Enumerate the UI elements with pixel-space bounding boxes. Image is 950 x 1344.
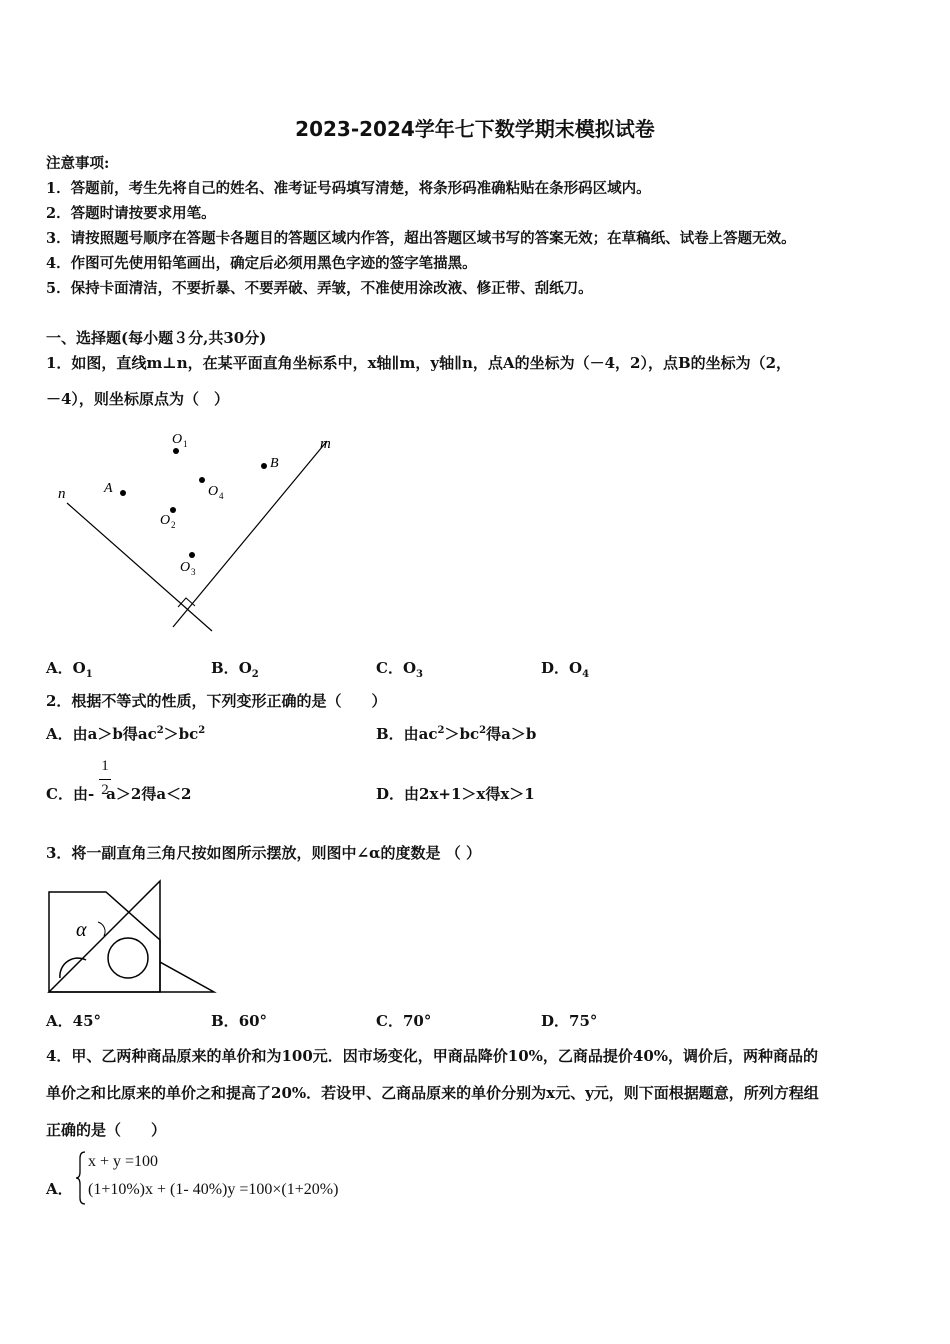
label-O4-sub: 4 — [219, 491, 224, 501]
point-B — [261, 463, 267, 469]
label-m: m — [320, 436, 331, 452]
label-O3: O — [180, 560, 191, 575]
q4-stem-line1: 4．甲、乙两种商品原来的单价和为100元．因市场变化，甲商品降价10%，乙商品提价40%，调价后，两种商品的 — [46, 1047, 819, 1065]
q1-option-c[interactable] — [376, 657, 423, 680]
q2-option-b-tail: 得a＞b — [486, 725, 537, 743]
q2-option-c-tail: a＞2得a＜2 — [106, 785, 192, 803]
q1-option-c-sub: 3 — [416, 669, 423, 680]
q3-option-a-letter: A． — [46, 1012, 73, 1030]
section-heading: 一、选择题(每小题３分,共30分) — [46, 329, 267, 347]
q3-option-a-value: 45° — [72, 1012, 102, 1030]
fraction-bar — [99, 779, 111, 780]
q1-option-c-main: O — [402, 659, 417, 677]
label-O1-sub: 1 — [183, 439, 188, 449]
point-A — [120, 490, 126, 496]
label-O2: O — [160, 513, 171, 528]
label-O3-sub: 3 — [191, 567, 196, 577]
q2-option-c-frac-num: 1 — [101, 758, 109, 774]
q2-option-b[interactable] — [376, 723, 536, 744]
label-B: B — [270, 456, 279, 471]
q1-option-d-sub: 4 — [582, 669, 590, 680]
q2-option-a-mid: ＞bc — [163, 725, 199, 743]
q2-option-a-sup2: 2 — [198, 725, 206, 736]
point-O4 — [199, 477, 205, 483]
q2-option-c[interactable] — [46, 783, 192, 804]
q1-option-b-letter: B． — [211, 659, 239, 677]
q2-option-b-sup1: 2 — [437, 725, 445, 736]
set-square-30-60 — [49, 881, 214, 992]
point-O1 — [173, 448, 179, 454]
q4-option-a-letter[interactable]: A． — [46, 1180, 73, 1198]
q2-option-a-sup1: 2 — [156, 725, 164, 736]
q1-option-a-letter: A． — [46, 659, 73, 677]
point-O2 — [170, 507, 176, 513]
q3-figure — [46, 878, 218, 996]
angle-arc — [98, 922, 105, 936]
page-title: 2023-2024学年七下数学期末模拟试卷 — [295, 117, 655, 141]
q3-option-d[interactable] — [541, 1010, 597, 1031]
q3-option-c[interactable] — [376, 1010, 431, 1031]
alpha-label: α — [76, 919, 87, 941]
brace-icon — [74, 1150, 88, 1206]
q2-stem: 2．根据不等式的性质，下列变形正确的是（ ） — [46, 692, 387, 710]
label-O1: O — [172, 432, 183, 447]
q1-option-d-letter: D． — [541, 659, 570, 677]
note-item-3: 3．请按照题号顺序在答题卡各题目的答题区域内作答，超出答题区域书写的答案无效；在草稿纸、试卷上答题无效。 — [46, 230, 796, 247]
q1-stem-line2: －4），则坐标原点为（ ） — [46, 390, 229, 408]
q3-option-b-value: 60° — [238, 1012, 268, 1030]
q2-option-b-prefix: B．由ac — [376, 725, 438, 743]
q1-option-a-sub: 1 — [85, 669, 93, 680]
q3-option-d-letter: D． — [541, 1012, 570, 1030]
notes-heading: 注意事项: — [46, 155, 110, 172]
q3-stem: 3．将一副直角三角尺按如图所示摆放，则图中∠α的度数是 （ ） — [46, 844, 481, 862]
q1-figure — [40, 420, 350, 635]
line-m — [173, 441, 327, 627]
q3-option-d-value: 75° — [569, 1012, 598, 1030]
q1-option-d[interactable] — [541, 657, 589, 680]
set-square-45 — [49, 892, 160, 992]
q1-option-b-main: O — [238, 659, 252, 677]
q1-option-a[interactable] — [46, 657, 93, 680]
q2-option-c-prefix: C．由- — [46, 785, 95, 803]
label-n: n — [58, 486, 66, 502]
q2-option-b-sup2: 2 — [479, 725, 487, 736]
q4-stem-line2: 单价之和比原来的单价之和提高了20%．若设甲、乙商品原来的单价分别为x元、y元，则下面根据题意，所列方程组 — [46, 1084, 819, 1102]
q2-option-b-mid: ＞bc — [444, 725, 480, 743]
q1-option-b-sub: 2 — [251, 669, 259, 680]
q1-option-d-main: O — [569, 659, 583, 677]
q3-option-c-value: 70° — [402, 1012, 432, 1030]
q1-option-c-letter: C． — [376, 659, 403, 677]
point-O3 — [189, 552, 195, 558]
label-O4: O — [208, 484, 219, 499]
q4-option-a-eq2: (1+10%)x + (1- 40%)y =100×(1+20%) — [88, 1181, 339, 1198]
note-item-4: 4．作图可先使用铅笔画出，确定后必须用黑色字迹的签字笔描黑。 — [46, 255, 477, 272]
q3-option-b[interactable] — [211, 1010, 267, 1031]
q2-option-c-frac-den: 2 — [101, 782, 109, 798]
q2-option-a[interactable] — [46, 723, 205, 744]
q3-option-c-letter: C． — [376, 1012, 403, 1030]
q2-option-d[interactable]: D．由2x+1＞x得x＞1 — [376, 785, 535, 803]
circle-hole — [108, 938, 148, 978]
q2-option-a-prefix: A．由a＞b得ac — [46, 725, 157, 743]
q1-option-a-main: O — [72, 659, 86, 677]
q3-option-b-letter: B． — [211, 1012, 239, 1030]
q3-option-a[interactable] — [46, 1010, 101, 1031]
note-item-1: 1．答题前，考生先将自己的姓名、准考证号码填写清楚，将条形码准确粘贴在条形码区域内。 — [46, 180, 651, 197]
note-item-2: 2．答题时请按要求用笔。 — [46, 205, 216, 222]
label-A: A — [104, 481, 113, 496]
note-item-5: 5．保持卡面清洁，不要折暴、不要弄破、弄皱，不准使用涂改液、修正带、刮纸刀。 — [46, 280, 593, 297]
q4-option-a-eq1: x + y =100 — [88, 1153, 159, 1170]
q1-stem-line1: 1．如图，直线m⊥n，在某平面直角坐标系中，x轴∥m，y轴∥n，点A的坐标为（－4，2），点B的坐标为（2， — [46, 354, 792, 372]
label-O2-sub: 2 — [171, 520, 176, 530]
q1-option-b[interactable] — [211, 657, 259, 680]
q4-stem-line3: 正确的是（ ） — [46, 1121, 167, 1139]
